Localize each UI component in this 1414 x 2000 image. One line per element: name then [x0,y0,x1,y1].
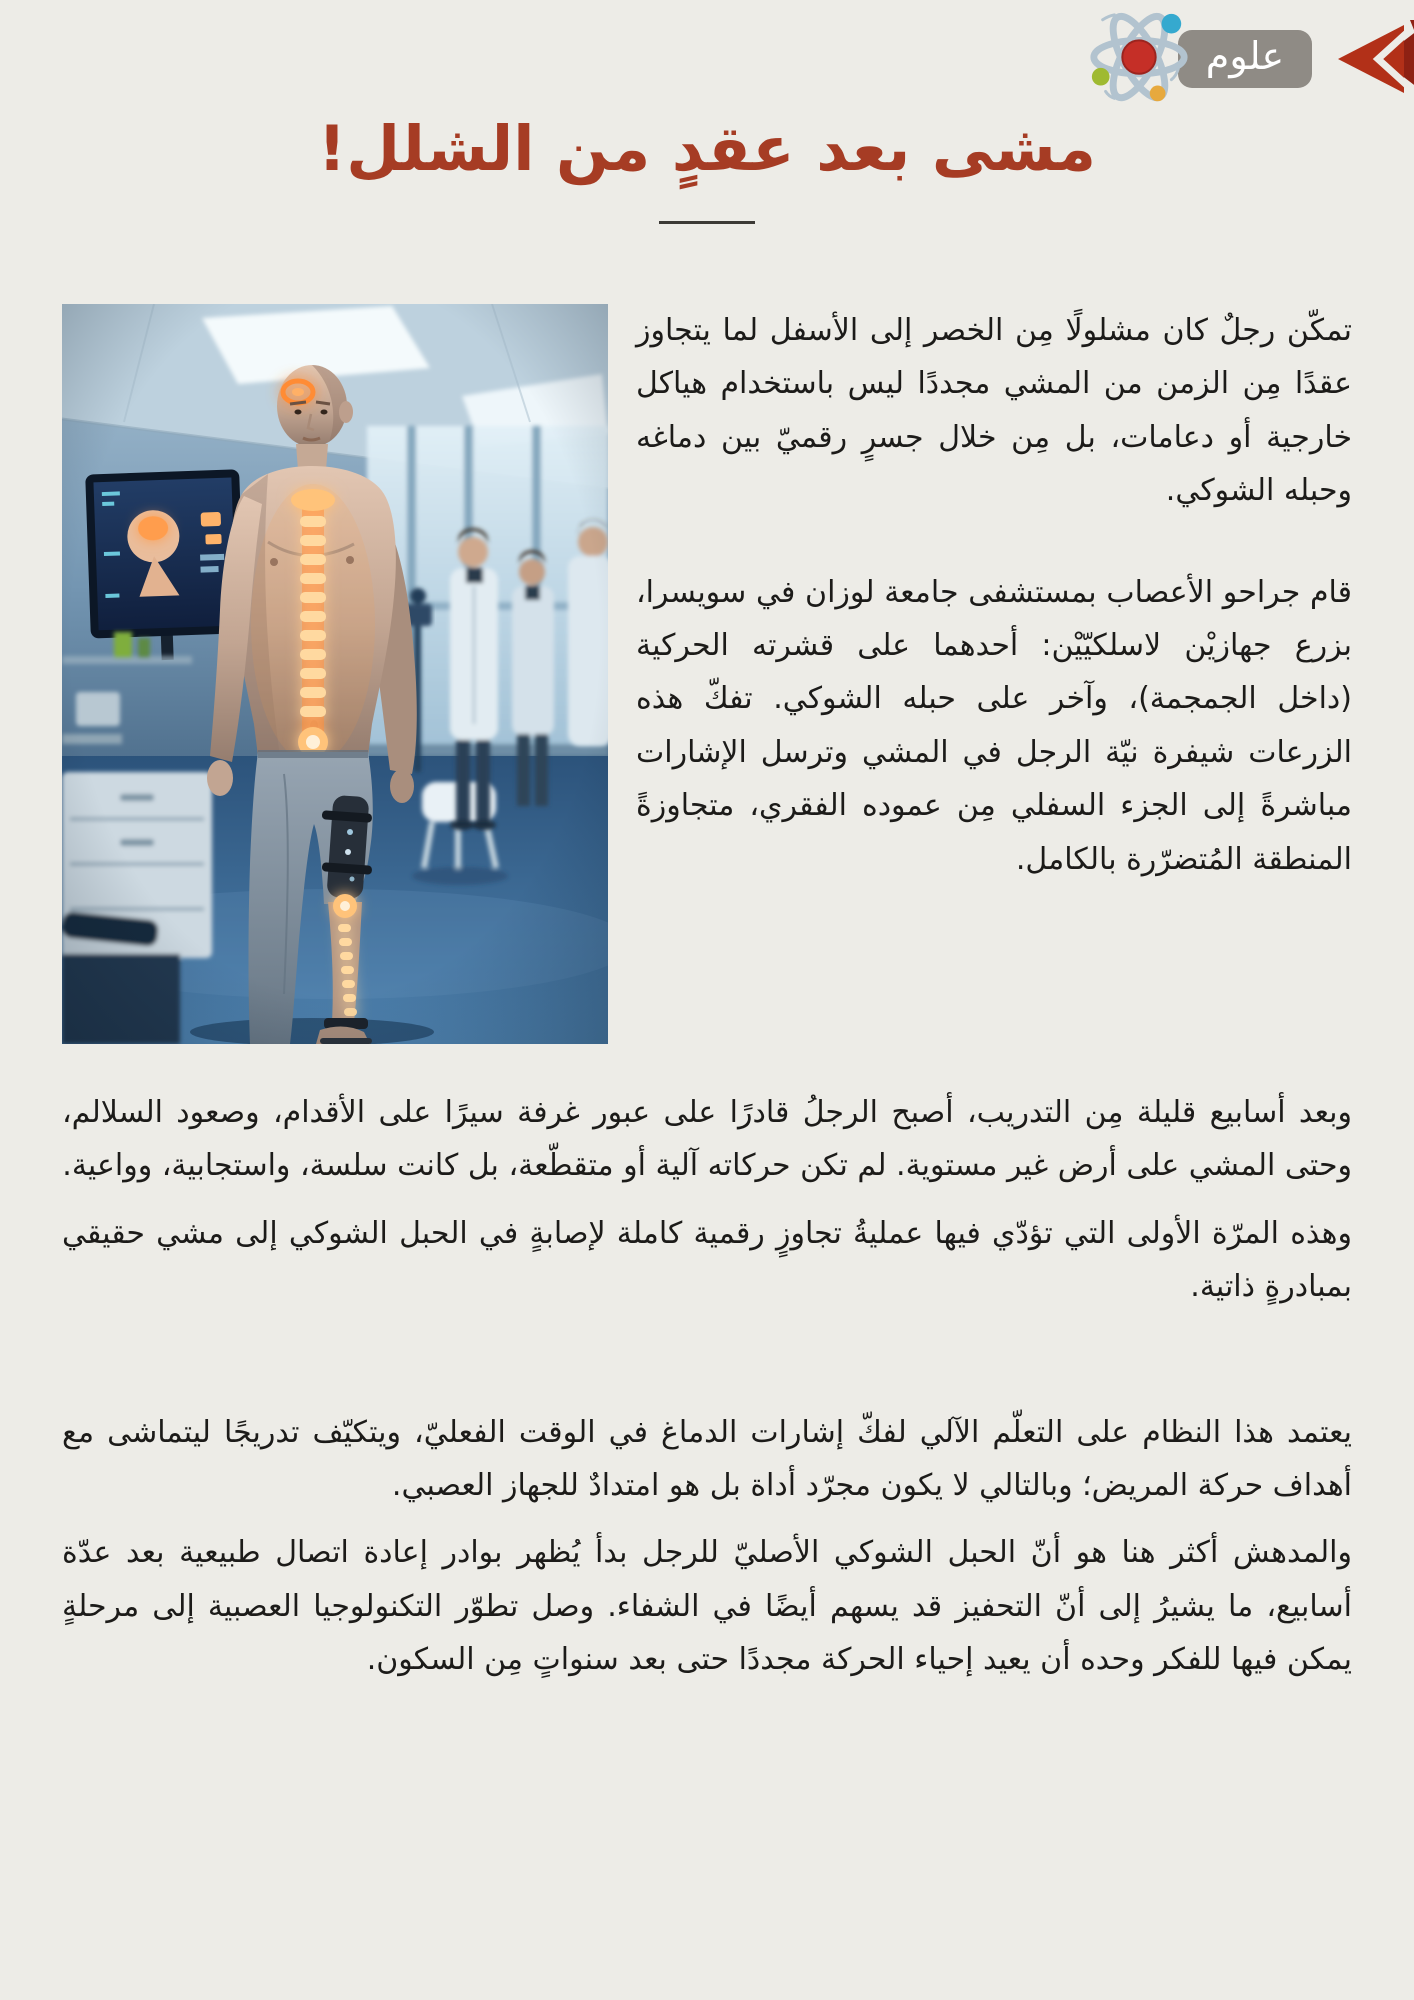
paragraph: والمدهش أكثر هنا هو أنّ الحبل الشوكي الأصليّ للرجل بدأ يُظهر بوادر إعادة اتصال طبيعية بعد عدّة أسابيع، ما يشيرُ إلى أنّ التحفيز قد يسهم أيضًا في الشفاء. وصل تطوّر التكنولوجيا العصبية إلى مرحلةٍ يمكن فيها للفكر وحده أن يعيد إحياء الحركة مجددًا حتى بعد سنواتٍ مِن السكون. [62,1535,1352,1678]
paragraph: تمكّن رجلٌ كان مشلولًا مِن الخصر إلى الأسفل لما يتجاوز عقدًا مِن الزمن من المشي مجددًا ليس باستخدام هياكل خارجية أو دعامات، بل مِن خلال جسرٍ رقميّ بين دماغه وحبله الشوكي. [636,313,1352,509]
brand-badge[interactable] [1178,30,1312,88]
paragraph: قام جراحو الأعصاب بمستشفى جامعة لوزان في سويسرا، بزرع جهازيْن لاسلكيّيْن: أحدهما على قشرته الحركية (داخل الجمجمة)، وآخر على حبله الشوكي. تفكّ هذه الزرعات شيفرة نيّة الرجل في المشي وترسل الإشارات مباشرةً إلى الجزء السفلي مِن عموده الفقري، متجاوزةً المنطقة المُتضرّرة بالكامل. [636,574,1352,877]
intro-column [636,304,1352,886]
paragraph: وهذه المرّة الأولى التي تؤدّي فيها عمليةُ تجاوزٍ رقمية كاملة لإصابةٍ في الحبل الشوكي إلى مشي حقيقي بمبادرةٍ ذاتية. [62,1215,1352,1305]
corner-arrow-icon[interactable] [1336,20,1414,98]
paragraph: يعتمد هذا النظام على التعلّم الآلي لفكّ إشارات الدماغ في الوقت الفعليّ، ويتكيّف تدريجًا ليتماشى مع أهداف حركة المريض؛ وبالتالي لا يكون مجرّد أداة بل هو امتدادٌ للجهاز العصبي. [62,1414,1352,1503]
article-image [62,304,608,1044]
atom-icon [1085,8,1193,104]
media-row [62,304,1352,1044]
article-content [0,304,1414,1687]
paragraph: وبعد أسابيع قليلة مِن التدريب، أصبح الرجلُ قادرًا على عبور غرفة سيرًا على الأقدام، وصعود السلالم، وحتى المشي على أرض غير مستوية. لم تكن حركاته آلية أو متقطّعة، بل كانت سلسة، واستجابية، وواعية. [62,1095,1352,1184]
brand-label: علوم [1205,34,1285,78]
page-title: مشى بعد عقدٍ من الشلل! [317,112,1097,185]
body-text [62,1086,1352,1687]
title-divider [659,221,755,224]
